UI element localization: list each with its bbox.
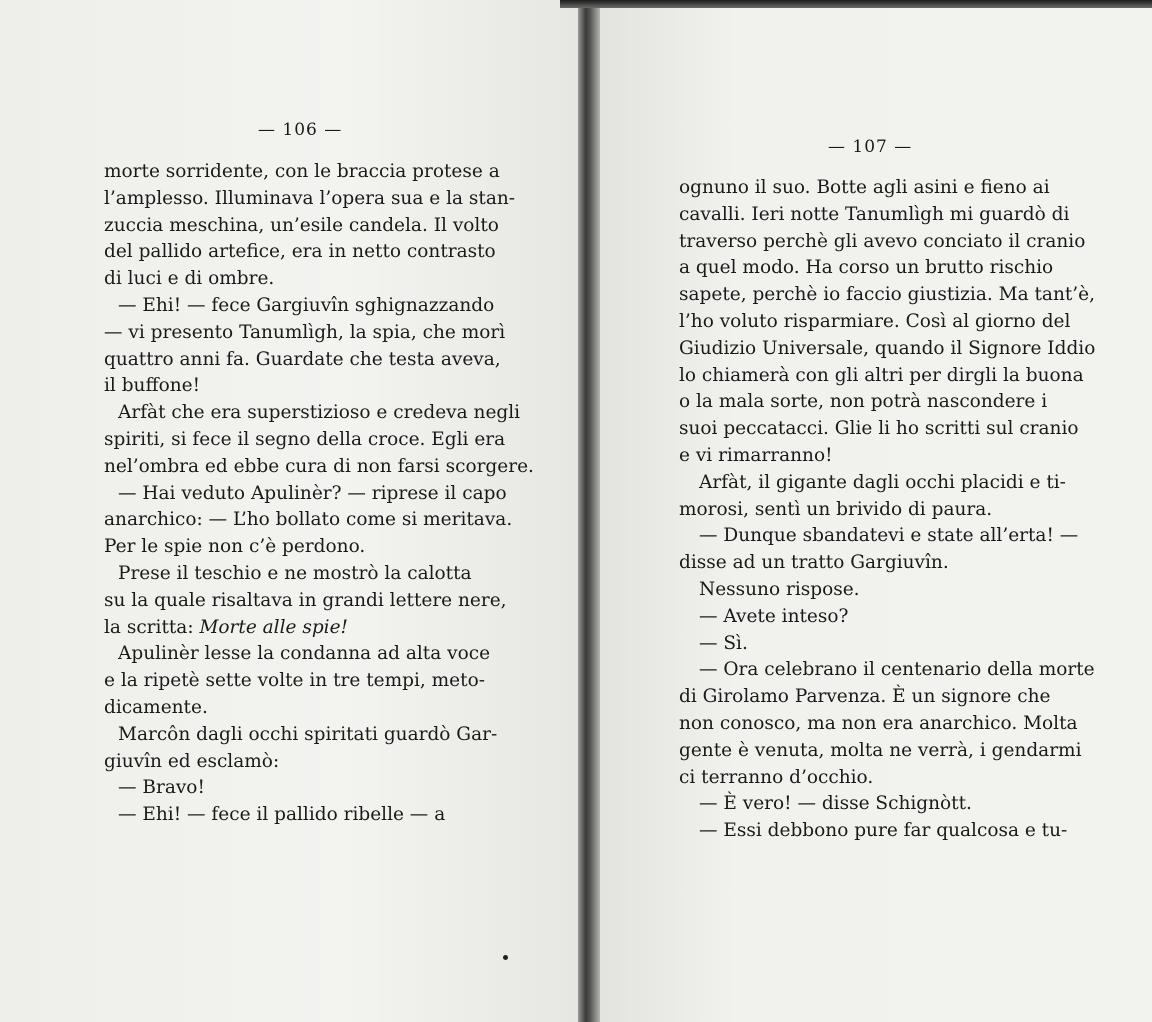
text-fragment: la scritta: — [104, 616, 194, 638]
text-line: — vi presento Tanumlìgh, la spia, che morì — [104, 321, 506, 343]
text-line: — Hai veduto Apulinèr? — riprese il capo — [118, 482, 507, 504]
text-line: giuvîn ed esclamò: — [104, 750, 280, 772]
text-line: disse ad un tratto Gargiuvîn. — [679, 552, 949, 574]
text-line: l’amplesso. Illuminava l’opera sua e la stan- — [104, 187, 516, 209]
book-gutter — [578, 0, 600, 1022]
text-line: traverso perchè gli avevo conciato il cranio — [679, 230, 1086, 252]
text-line: spiriti, si fece il segno della croce. Egli era — [104, 428, 506, 450]
text-line: e vi rimarranno! — [679, 444, 833, 466]
text-line: morosi, sentì un brivido di paura. — [679, 498, 993, 520]
text-line: a quel modo. Ha corso un brutto rischio — [679, 257, 1054, 279]
text-line: — Ehi! — fece Gargiuvîn sghignazzando — [118, 294, 495, 316]
left-page-text — [104, 159, 534, 829]
text-line: l’ho voluto risparmiare. Così al giorno del — [679, 310, 1071, 332]
text-line: dicamente. — [104, 696, 208, 718]
text-line: nel’ombra ed ebbe cura di non farsi scorgere. — [104, 455, 534, 477]
text-line: su la quale risaltava in grandi lettere nere, — [104, 589, 507, 611]
left-page-number: — 106 — — [258, 120, 343, 140]
text-line: — Bravo! — [118, 777, 205, 799]
text-line: quattro anni fa. Guardate che testa aveva, — [104, 348, 501, 370]
text-line: e la ripetè sette volte in tre tempi, meto- — [104, 670, 485, 692]
text-line: Arfàt che era superstizioso e credeva negli — [118, 402, 521, 424]
text-line: — Dunque sbandatevi e state all’erta! — — [699, 525, 1079, 547]
text-line: Prese il teschio e ne mostrò la calotta — [118, 562, 472, 584]
text-line: — Essi debbono pure far qualcosa e tu- — [699, 820, 1068, 842]
text-line: Nessuno rispose. — [699, 578, 860, 600]
italic-inscription: Morte alle spie! — [199, 616, 348, 638]
text-line: di Girolamo Parvenza. È un signore che — [679, 686, 1051, 708]
text-line: Arfàt, il gigante dagli occhi placidi e ti- — [699, 471, 1066, 493]
right-page-number: — 107 — — [828, 137, 913, 157]
text-line: — Ehi! — fece il pallido ribelle — a — [118, 804, 446, 826]
ink-speck — [503, 955, 508, 960]
text-line: ognuno il suo. Botte agli asini e fieno ai — [679, 177, 1050, 198]
text-line: zuccia meschina, un’esile candela. Il volto — [104, 214, 499, 236]
text-line: del pallido artefice, era in netto contrasto — [104, 241, 496, 263]
text-line: morte sorridente, con le braccia protese a — [104, 161, 500, 182]
text-line: ci terranno d’occhio. — [679, 766, 874, 788]
text-line-with-italic — [104, 615, 476, 642]
text-line: o la mala sorte, non potrà nascondere i — [679, 391, 1048, 413]
right-page-text — [679, 175, 1096, 845]
text-line: Giudizio Universale, quando il Signore Iddio — [679, 337, 1096, 359]
text-line: gente è venuta, molta ne verrà, i gendarmi — [679, 739, 1082, 761]
text-line: — Sì. — [699, 632, 748, 654]
text-line: di luci e di ombre. — [104, 268, 275, 290]
text-line: — È vero! — disse Schignòtt. — [699, 793, 972, 815]
text-line: lo chiamerà con gli altri per dirgli la buona — [679, 364, 1084, 386]
text-line: Apulinèr lesse la condanna ad alta voce — [118, 643, 491, 665]
text-line: Marcôn dagli occhi spiritati guardò Gar- — [118, 723, 498, 745]
text-line: anarchico: — L’ho bollato come si meritava. — [104, 509, 513, 531]
text-line: Per le spie non c’è perdono. — [104, 536, 366, 558]
text-line: il buffone! — [104, 375, 201, 397]
text-line: non conosco, ma non era anarchico. Molta — [679, 712, 1078, 734]
scan-edge — [560, 0, 1152, 8]
text-line: — Ora celebrano il centenario della morte — [699, 659, 1095, 681]
text-line: cavalli. Ieri notte Tanumlìgh mi guardò di — [679, 203, 1070, 225]
text-line: — Avete inteso? — [699, 605, 849, 627]
text-line: suoi peccatacci. Glie li ho scritti sul cranio — [679, 418, 1079, 440]
text-line: sapete, perchè io faccio giustizia. Ma tant’è, — [679, 284, 1096, 306]
